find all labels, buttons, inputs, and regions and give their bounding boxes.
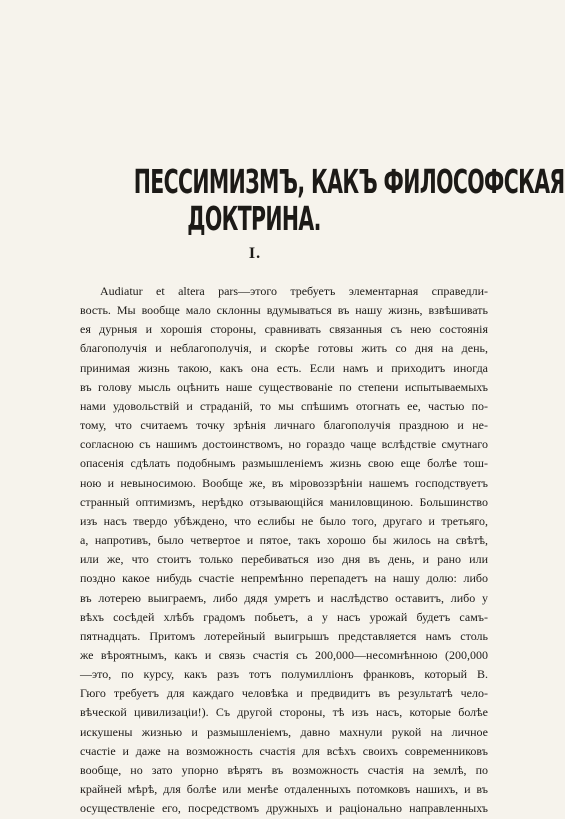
text-line: тому, что считаемъ точку зрѣнія личнаго благополучія праздною и не- — [80, 418, 488, 433]
text-line: —это, по курсу, какъ разъ тотъ полумилліонъ франковъ, который В. — [80, 667, 488, 682]
text-line: поздно какое нибудь счастіе непремѣнно перепадетъ на нашу долю: либо — [80, 571, 488, 586]
text-line: въ лотерею выиграемъ, либо дядя умретъ и наслѣдство оставитъ, либо у — [80, 590, 488, 605]
text-line: опасенія сдѣлать подобнымъ размышленіемъ жизнь свою еще болѣе тош- — [80, 456, 488, 471]
text-line: согласною съ нашимъ достоинствомъ, но гораздо чаще вслѣдствіе смутнаго — [80, 437, 488, 452]
text-line: крайней мѣрѣ, для болѣе или менѣе отдаленныхъ потомковъ нашихъ, и въ — [80, 782, 488, 797]
text-line: принимая жизнь такою, какъ она есть. Если намъ и приходитъ иногда — [80, 360, 488, 375]
text-line: въ голову мысль оцѣнить наше существованіе по степени испытываемыхъ — [80, 379, 488, 394]
text-line: осуществленіе его, посредствомъ дружныхъ и раціонально направленныхъ — [80, 801, 488, 816]
text-line: пятнадцать. Притомъ лотерейный выигрышъ представляется намъ столь — [80, 628, 488, 643]
article-title-line-2: ДОКТРИНА. — [187, 199, 321, 238]
section-number: I. — [248, 245, 262, 262]
text-line: счастіе и даже на возможность счастія для всѣхъ своихъ современниковъ — [80, 743, 488, 758]
text-line: вообще, но зато упорно вѣрятъ въ возможность счастія на землѣ, по — [80, 762, 488, 777]
text-line: странный оптимизмъ, нерѣдко отзывающійся маниловщиною. Большинство — [80, 494, 488, 509]
text-line: вѣческой цивилизаціи!). Съ другой стороны, тѣ изъ насъ, которые болѣе — [80, 705, 488, 720]
text-line: или же, что стоитъ только перебиваться изо дня въ день, и рано или — [80, 552, 488, 567]
text-line: изъ насъ твердо убѣждено, что еслибы не было того, другаго и третьяго, — [80, 513, 488, 528]
text-line: вѣхъ сосѣдей хлѣбъ градомъ побьетъ, а у насъ урожай будетъ самъ- — [80, 609, 488, 624]
text-line: ея дурныя и хорошія стороны, сравнивать связанныя съ нею состоянія — [80, 322, 488, 337]
text-line: вость. Мы вообще мало склонны вдумываться въ нашу жизнь, взвѣшивать — [80, 303, 488, 318]
article-title-line-1: ПЕССИМИЗМЪ, КАКЪ ФИЛОСОФСКАЯ — [133, 162, 565, 201]
text-line: ною и невыносимою. Вообще же, въ міровоззрѣніи нашемъ господствуетъ — [80, 475, 488, 490]
text-line: Гюго требуетъ для каждаго человѣка и предвидитъ въ результатѣ чело- — [80, 686, 488, 701]
text-line: благополучія и неблагополучія, и скорѣе готовы жить со дня на день, — [80, 341, 488, 356]
text-line: а, напротивъ, было четвертое и пятое, такъ хорошо бы жилось на свѣтѣ, — [80, 533, 488, 548]
text-line: же вѣроятнымъ, какъ и связь счастія съ 200,000—несомнѣнною (200,000 — [80, 647, 488, 662]
body-paragraph — [80, 282, 488, 818]
text-line: нами удовольствій и страданій, то мы спѣшимъ отогнать ее, частью по- — [80, 398, 488, 413]
text-line: искушены жизнью и размышленіемъ, давно махнули рукой на личное — [80, 724, 488, 739]
text-line: Audiatur et altera pars—этого требуетъ элементарная справедли- — [100, 284, 488, 298]
